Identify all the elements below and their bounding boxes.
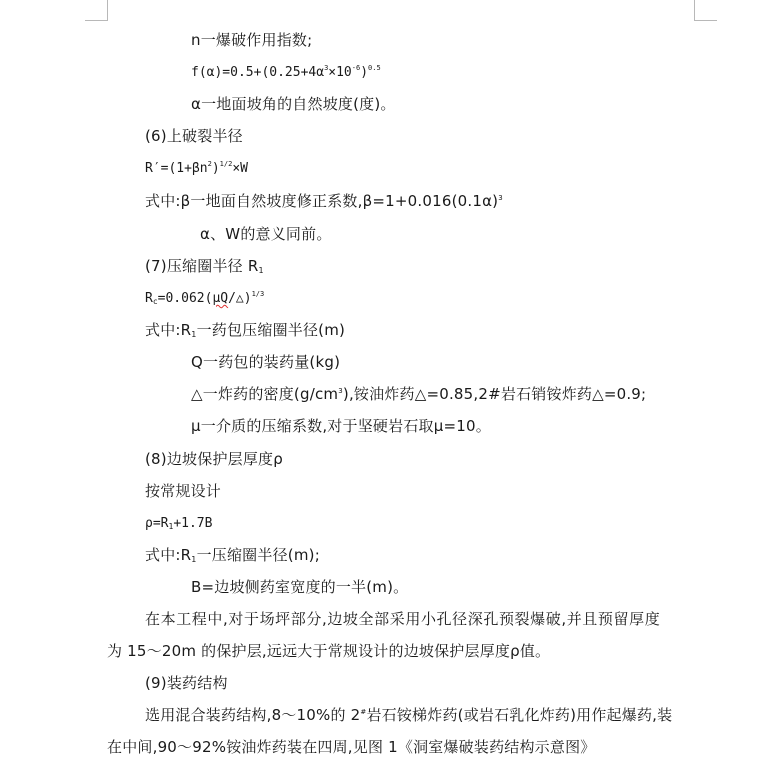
n-definition: n一爆破作用指数; bbox=[191, 31, 313, 49]
b-definition: B=边坡侧药室宽度的一半(m)。 bbox=[191, 578, 409, 596]
section-7-title: (7)压缩圈半径 $R_1$ bbox=[145, 257, 264, 275]
rho-formula: $\rho=R_1+1.7B$ bbox=[145, 516, 213, 531]
section-6-title: (6)上破裂半径 bbox=[145, 127, 243, 145]
paragraph-2-line-2: 在中间,90～92%铵油炸药装在四周,见图 1《洞室爆破装药结构示意图》 bbox=[107, 738, 596, 756]
by-rule-text: 按常规设计 bbox=[145, 482, 222, 500]
alpha-w-note: α、W的意义同前。 bbox=[200, 225, 332, 243]
section-8-title: (8)边坡保护层厚度ρ bbox=[145, 450, 283, 468]
rc-formula: $R_c=0.062(\mu Q/\triangle)^{1/3}$ bbox=[145, 290, 265, 306]
paragraph-1-line-2: 为 15～20m 的保护层,远远大于常规设计的边坡保护层厚度ρ值。 bbox=[107, 642, 551, 660]
paragraph-1-line-1: 在本工程中,对于场坪部分,边坡全部采用小孔径深孔预裂爆破,并且预留厚度 bbox=[145, 610, 661, 628]
f-alpha-formula: $f(\alpha)=0.5+(0.25+4\alpha^3\times 10^{-6})^{0.5}$ bbox=[191, 64, 381, 80]
mu-definition: μ一介质的压缩系数,对于坚硬岩石取μ=10。 bbox=[191, 417, 491, 435]
q-definition: Q一药包的装药量(kg) bbox=[191, 353, 341, 371]
page-corner-mark-left bbox=[85, 0, 108, 21]
r-prime-formula: $R'=(1+\beta n^2)^{1/2}\times W$ bbox=[145, 160, 248, 176]
section-9-title: (9)装药结构 bbox=[145, 674, 228, 692]
page-corner-mark-right bbox=[694, 0, 717, 21]
r1-compression-definition: 式中$:R_1$一压缩圈半径(m); bbox=[145, 546, 320, 564]
r1-definition: 式中$:R_1$一药包压缩圈半径(m) bbox=[145, 321, 346, 339]
beta-definition: 式中:β一地面自然坡度修正系数$,\beta=1+0.016(0.1\alpha)^3$ bbox=[145, 192, 503, 210]
paragraph-2-line-1: 选用混合装药结构,8～10%的 2#岩石铵梯炸药(或岩石乳化炸药)用作起爆药,装 bbox=[145, 706, 673, 724]
delta-definition: △一炸药的密度$(g/cm^3)$,铵油炸药△=0.85,2#岩石销铵炸药△=0.9; bbox=[191, 385, 647, 403]
alpha-definition: α一地面坡角的自然坡度(度)。 bbox=[191, 95, 396, 113]
